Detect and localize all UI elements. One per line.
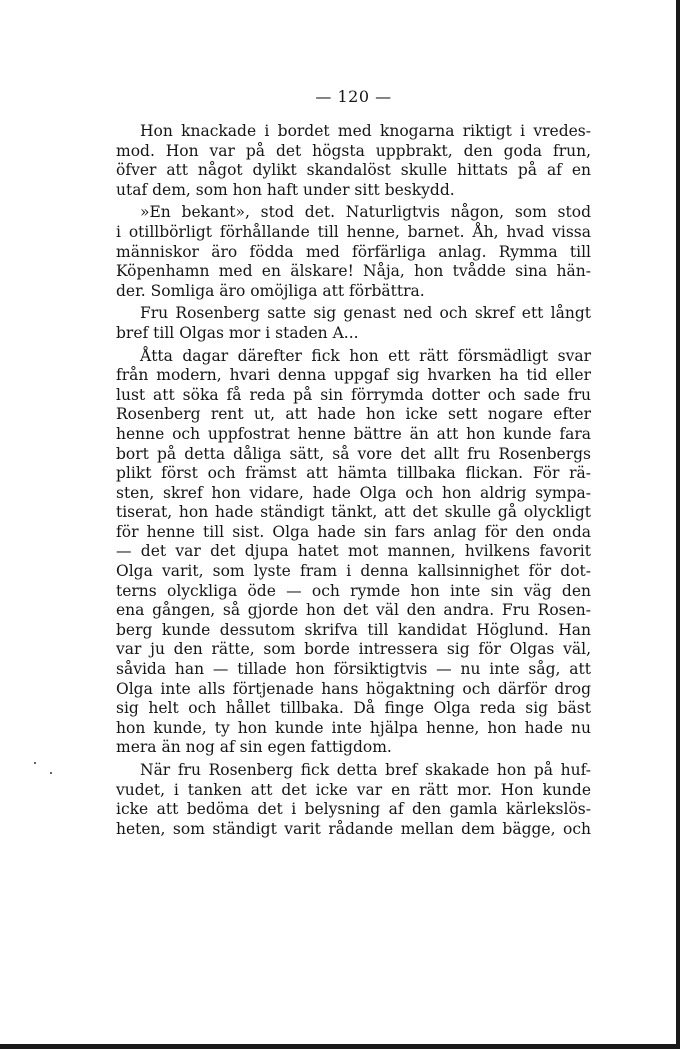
text-line: utaf dem, som hon haft under sitt beskydd.: [116, 180, 455, 199]
text-line: heten, som ständigt varit rådande mellan dem bägge, och: [116, 819, 591, 838]
text-line: När fru Rosenberg fick detta bref skakade hon på huf-: [140, 761, 591, 779]
text-line: Köpenhamn med en älskare! Nåja, hon tvådde sina hän-: [116, 262, 591, 281]
text-line: sten, skref hon vidare, hade Olga och hon aldrig sympa-: [116, 483, 591, 502]
paragraph: [116, 304, 591, 343]
text-line: icke att bedöma det i belysning af den gamla kärlekslös-: [116, 800, 591, 819]
text-line: tiserat, hon hade ständigt tänkt, att det skulle gå olyckligt: [116, 503, 591, 522]
text-line: Rosenberg rent ut, att hade hon icke sett nogare efter: [116, 405, 591, 424]
scan-edge-bottom: [0, 1044, 680, 1049]
text-line: hon kunde, ty hon kunde inte hjälpa henne, hon hade nu: [116, 718, 591, 737]
paragraph: [116, 203, 591, 301]
scan-edge-right: [676, 0, 680, 1049]
paragraph: [116, 761, 591, 839]
text-line: sig helt och hållet tillbaka. Då finge Olga reda sig bäst: [116, 699, 591, 718]
body-text: [116, 122, 591, 839]
text-line: bref till Olgas mor i staden A...: [116, 323, 359, 342]
text-line: Olga varit, som lyste fram i denna kallsinnighet för dot-: [116, 562, 591, 581]
text-line: ena gången, så gjorde hon det väl den andra. Fru Rosen-: [116, 601, 591, 620]
text-line: mod. Hon var på det högsta uppbrakt, den goda frun,: [116, 141, 591, 160]
text-line: var ju den rätte, som borde intressera sig för Olgas väl,: [116, 640, 591, 659]
book-page: [116, 86, 591, 839]
text-line: Hon knackade i bordet med knogarna riktigt i vredes-: [140, 122, 591, 140]
paragraph: [116, 122, 591, 200]
text-line: från modern, hvari denna uppgaf sig hvarken ha tid eller: [116, 366, 591, 385]
text-line: berg kunde dessutom skrifva till kandidat Höglund. Han: [116, 620, 591, 639]
text-line: för henne till sist. Olga hade sin fars anlag för den onda: [116, 522, 591, 541]
text-line: plikt först och främst att hämta tillbaka flickan. För rä-: [116, 464, 591, 483]
text-line: i otillbörligt förhållande till henne, barnet. Åh, hvad vissa: [116, 222, 591, 241]
text-line: Olga inte alls förtjenade hans högaktning och därför drog: [116, 679, 591, 698]
paragraph: [116, 347, 591, 758]
text-line: Åtta dagar därefter fick hon ett rätt försmädligt svar: [140, 346, 591, 365]
margin-speck: [50, 772, 52, 774]
text-line: terns olyckliga öde — och rymde hon inte sin väg den: [116, 581, 591, 600]
text-line: — det var det djupa hatet mot mannen, hvilkens favorit: [116, 542, 591, 561]
text-line: der. Somliga äro omöjliga att förbättra.: [116, 281, 425, 300]
text-line: öfver att något dylikt skandalöst skulle hittats på af en: [116, 161, 591, 180]
text-line: henne och uppfostrat henne bättre än att hon kunde fara: [116, 424, 591, 443]
text-line: »En bekant», stod det. Naturligtvis någon, som stod: [140, 203, 591, 222]
text-line: vudet, i tanken att det icke var en rätt mor. Hon kunde: [116, 780, 591, 799]
text-line: bort på detta dåliga sätt, så vore det allt fru Rosenbergs: [116, 444, 591, 463]
text-line: lust att söka få reda på sin förrymda dotter och sade fru: [116, 385, 591, 404]
page-number: — 120 —: [315, 87, 392, 106]
text-line: mera än nog af sin egen fattigdom.: [116, 738, 392, 757]
text-line: människor äro födda med förfärliga anlag. Rymma till: [116, 242, 591, 261]
text-line: Fru Rosenberg satte sig genast ned och skref ett långt: [140, 304, 591, 323]
margin-speck: [34, 762, 36, 764]
text-line: såvida han — tillade hon försiktigtvis — nu inte såg, att: [116, 660, 591, 679]
